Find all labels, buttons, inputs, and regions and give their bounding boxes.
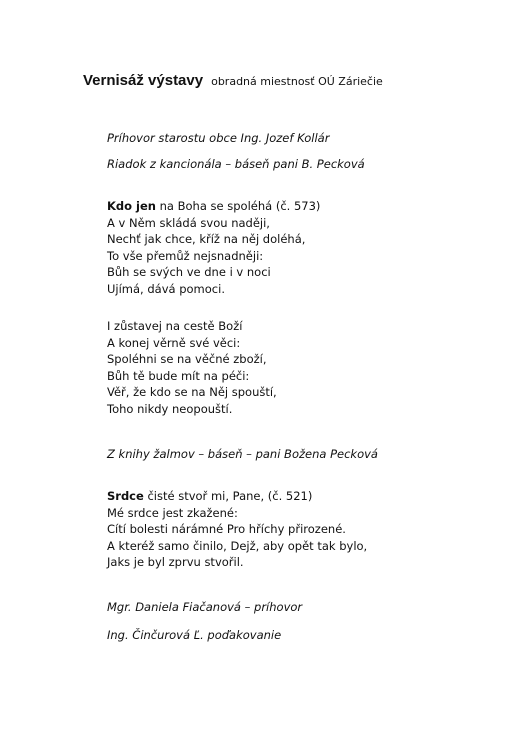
poem-line: Toho nikdy neopouští. <box>107 401 233 416</box>
poem-line: I zůstavej na cestě Boží <box>107 319 243 333</box>
program-item-4 <box>107 599 302 616</box>
poem-line: Věř, že kdo se na Něj spouští, <box>107 385 277 399</box>
poem-2-first-words: Srdce <box>107 489 144 503</box>
poem-2-first-line <box>107 488 367 505</box>
poem-2-first-rest: čisté stvoř mi, Pane, (č. 521) <box>143 489 313 503</box>
poem-1-stanza-1 <box>107 198 320 297</box>
poem-1-first-rest: na Boha se spoléhá (č. 573) <box>155 199 321 213</box>
page-subtitle: obradná miestnosť OÚ Záriečie <box>211 75 383 88</box>
poem-1-first-line <box>107 198 320 215</box>
program-item-1 <box>107 130 329 147</box>
program-item-1-text: Príhovor starostu obce Ing. Jozef Kollár <box>107 131 330 145</box>
poem-line: Cítí bolesti nárámné Pro hříchy přirozené. <box>107 522 346 536</box>
page-title: Vernisáž výstavy <box>83 72 204 89</box>
poem-line: Jaks je byl zprvu stvořil. <box>107 555 244 569</box>
header <box>83 70 383 89</box>
poem-line: A konej věrně své věci: <box>107 335 241 350</box>
poem-line: A v Něm skládá svou naději, <box>107 215 270 230</box>
program-item-2 <box>107 156 365 173</box>
poem-line: A kteréž samo činilo, Dejž, aby opět tak bylo, <box>107 538 368 553</box>
poem-1-stanza-2 <box>107 318 277 417</box>
program-item-3-text: Z knihy žalmov – báseň – pani Božena Pecková <box>107 447 378 461</box>
poem-line: To vše přemůž nejsnadněji: <box>107 248 264 263</box>
poem-1-first-words: Kdo jen <box>107 199 156 213</box>
poem-line: Spoléhni se na věčné zboží, <box>107 352 267 366</box>
poem-line: Bůh se svých ve dne i v noci <box>107 265 271 279</box>
program-item-2-text: Riadok z kancionála – báseň pani B. Pecková <box>107 157 365 171</box>
poem-line: Bůh tě bude mít na péči: <box>107 368 250 383</box>
program-item-5-text: Ing. Činčurová Ľ. poďakovanie <box>107 628 282 642</box>
program-item-5 <box>107 627 281 644</box>
poem-line: Mé srdce jest zkažené: <box>107 505 238 520</box>
program-item-4-text: Mgr. Daniela Fiačanová – príhovor <box>107 600 303 614</box>
program-item-3 <box>107 446 378 463</box>
poem-2 <box>107 488 367 571</box>
poem-line: Ujímá, dává pomoci. <box>107 281 225 296</box>
poem-line: Nechť jak chce, kříž na něj doléhá, <box>107 232 306 246</box>
